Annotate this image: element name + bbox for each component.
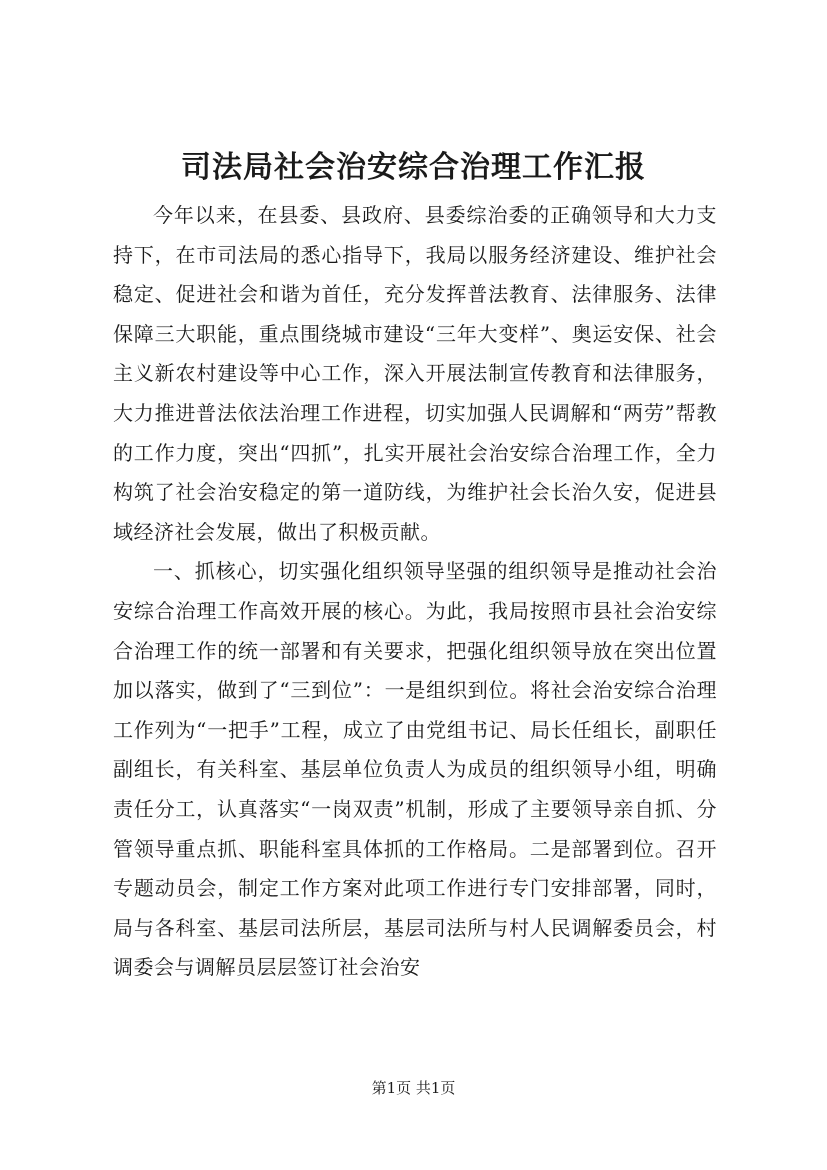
document-body [113,196,717,988]
paragraph-intro: 今年以来，在县委、县政府、县委综治委的正确领导和大力支持下，在市司法局的悉心指导下，我局以服务经济建设、维护社会稳定、促进社会和谐为首任，充分发挥普法教育、法律服务、法律保障三大职能，重点围绕城市建设“三年大变样”、奥运安保、社会主义新农村建设等中心工作，深入开展法制宣传教育和法律服务，大力推进普法依法治理工作进程，切实加强人民调解和“两劳”帮教的工作力度，突出“四抓”，扎实开展社会治安综合治理工作，全力构筑了社会治安稳定的第一道防线，为维护社会长治久安，促进县域经济社会发展，做出了积极贡献。 [113,203,717,544]
document-title: 司法局社会治安综合治理工作汇报 [181,150,646,185]
page-footer [0,1078,827,1098]
paragraph-section-one: 一、抓核心，切实强化组织领导坚强的组织领导是推动社会治安综合治理工作高效开展的核心。为此，我局按照市县社会治安综合治理工作的统一部署和有关要求，把强化组织领导放在突出位置加以落实，做到了“三到位”：一是组织到位。将社会治安综合治理工作列为“一把手”工程，成立了由党组书记、局长任组长，副职任副组长，有关科室、基层单位负责人为成员的组织领导小组，明确责任分工，认真落实“一岗双责”机制，形成了主要领导亲自抓、分管领导重点抓、职能科室具体抓的工作格局。二是部署到位。召开专题动员会，制定工作方案对此项工作进行专门安排部署，同时，局与各科室、基层司法所层，基层司法所与村人民调解委员会，村调委会与调解员层层签订社会治安 [113,559,717,980]
page-number-indicator: 第1页 共1页 [371,1079,456,1097]
